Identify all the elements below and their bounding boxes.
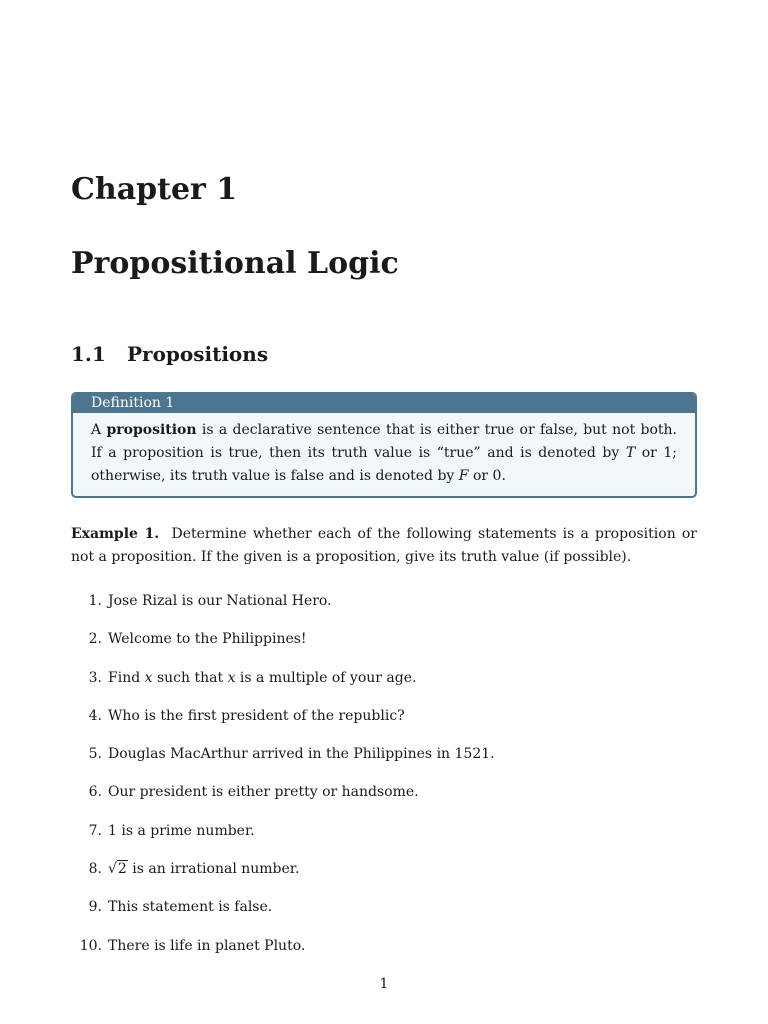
- list-item-text: Our president is either pretty or handsome.: [108, 784, 419, 801]
- square-root-symbol: [108, 858, 128, 880]
- list-item-text-part: such that: [152, 669, 228, 686]
- example-label: Example 1.: [71, 526, 160, 542]
- list-item-text-part: is a multiple of your age.: [235, 669, 417, 686]
- section-number: 1.1: [71, 342, 106, 366]
- list-item: [71, 743, 697, 781]
- section-heading: [71, 341, 268, 367]
- definition-text-end: or 0.: [468, 468, 506, 484]
- chapter-label: Chapter 1: [71, 172, 238, 207]
- definition-term: proposition: [106, 422, 197, 438]
- math-variable: x: [144, 669, 153, 686]
- definition-box: [71, 392, 697, 498]
- list-item: [71, 781, 697, 819]
- list-item-text: [108, 667, 416, 689]
- list-item-number: 3.: [88, 669, 102, 686]
- list-item: [71, 667, 697, 705]
- radical-sign: √: [108, 861, 117, 878]
- list-item-number: 2.: [88, 631, 102, 648]
- section-title: Propositions: [127, 342, 269, 366]
- page-number: 1: [379, 976, 389, 992]
- example-text: Determine whether each of the following statements is a proposition or not a proposition. If the given is a proposition, give its truth value (if possible).: [71, 526, 698, 565]
- definition-text-start: A: [91, 422, 107, 438]
- chapter-title: Propositional Logic: [71, 246, 399, 281]
- list-item: [71, 858, 697, 896]
- definition-body: [73, 413, 695, 488]
- list-item-number: 5.: [88, 746, 102, 763]
- list-item: [71, 705, 697, 743]
- list-item-text: 1 is a prime number.: [108, 822, 255, 839]
- list-item-text: [108, 858, 299, 880]
- list-item: [71, 896, 697, 934]
- statement-list: [71, 590, 697, 973]
- list-item-text-part: Find: [108, 669, 145, 686]
- list-item-text: Jose Rizal is our National Hero.: [108, 593, 332, 609]
- math-variable: x: [227, 669, 236, 686]
- truth-symbol-false: F: [458, 468, 469, 484]
- list-item: [71, 935, 697, 973]
- list-item-text-part: is an irrational number.: [127, 861, 300, 878]
- definition-text-middle: is a declarative sentence that is either true or false, but not both. If a proposition is true, then its truth value is “true” and is denoted by: [91, 422, 678, 461]
- list-item-number: 6.: [88, 784, 102, 801]
- truth-symbol-true: T: [625, 445, 636, 461]
- list-item-number: 7.: [88, 822, 102, 839]
- list-item-text: Douglas MacArthur arrived in the Philippines in 1521.: [108, 746, 495, 763]
- list-item-number: 1.: [88, 593, 102, 609]
- list-item-text: This statement is false.: [108, 899, 273, 916]
- definition-text-continued: or 1; otherwise, its truth value is false and is denoted by: [91, 445, 677, 484]
- definition-title: Definition 1: [73, 394, 695, 413]
- list-item-number: 4.: [88, 707, 102, 724]
- list-item: [71, 590, 697, 628]
- list-item: [71, 628, 697, 666]
- list-item-number: 8.: [88, 861, 102, 878]
- list-item-number: 10.: [79, 937, 102, 954]
- example-paragraph: [71, 523, 697, 569]
- list-item-text: There is life in planet Pluto.: [108, 937, 306, 954]
- list-item-text: Welcome to the Philippines!: [108, 631, 307, 648]
- list-item-text: Who is the first president of the republic?: [108, 707, 405, 724]
- radicand: 2: [117, 861, 127, 878]
- list-item: [71, 820, 697, 858]
- list-item-number: 9.: [88, 899, 102, 916]
